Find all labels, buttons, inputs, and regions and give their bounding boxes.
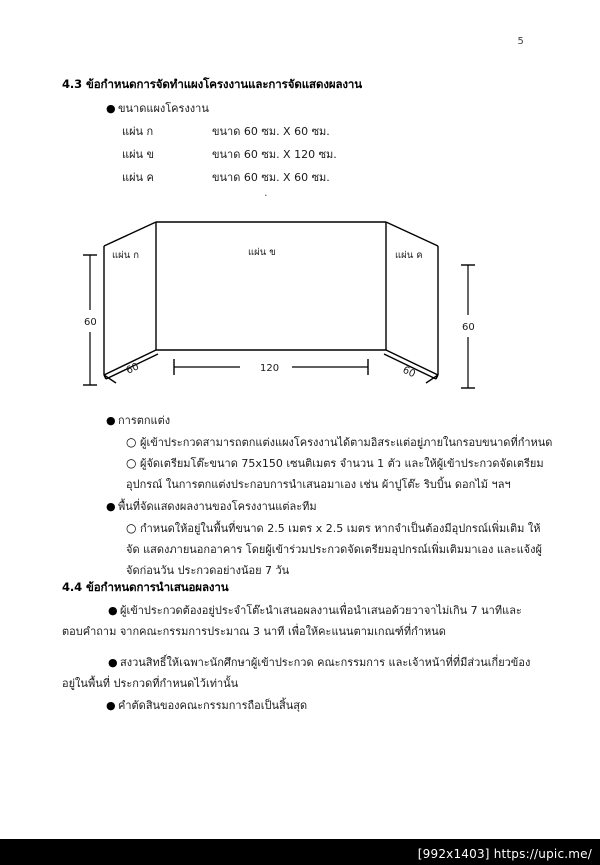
diagram-panel-label-left: แผ่น ก: [112, 250, 139, 261]
sheet-value-0: ขนาด 60 ซม. X 60 ซม.: [212, 125, 330, 138]
sheet-label-2: แผ่น ค: [122, 171, 154, 184]
filled-bullet-icon: ●: [106, 500, 116, 513]
hollow-bullet-icon: ○: [126, 456, 137, 470]
sheet-label-0: แผ่น ก: [122, 125, 154, 138]
sheet-value-1: ขนาด 60 ซม. X 120 ซม.: [212, 148, 337, 161]
diagram-panel-label-right: แผ่น ค: [395, 250, 423, 261]
decor-item-1: [126, 453, 546, 495]
presentation-item-1: [62, 652, 540, 694]
presentation-item-2-text: คำตัดสินของคณะกรรมการถือเป็นสิ้นสุด: [118, 699, 308, 712]
hollow-bullet-icon: ○: [126, 521, 137, 535]
sheet-value-2: ขนาด 60 ซม. X 60 ซม.: [212, 171, 330, 184]
presentation-item-0-text: ผู้เข้าประกวดต้องอยู่ประจำโต๊ะนำเสนอผลงานเพื่อนำเสนอด้วยวาจาไม่เกิน 7 นาทีและตอบคำถาม จากคณะกรรมการประมาณ 3 นาที เพื่อให้คะแนนตามเกณฑ์ที่กำหนด: [62, 604, 522, 638]
sheet-label-1: แผ่น ข: [122, 148, 155, 161]
section-heading-4-4: 4.4 ข้อกำหนดการนำเสนอผลงาน: [62, 580, 229, 594]
bullet-board-size: [106, 99, 209, 117]
dim-right-height: 60: [462, 322, 475, 333]
trifold-board-diagram: [70, 210, 500, 400]
dim-left-depth: 60: [124, 361, 141, 377]
filled-bullet-icon: ●: [108, 604, 118, 617]
bullet-decoration-label: การตกแต่ง: [118, 414, 171, 427]
dim-left-height: 60: [84, 317, 97, 328]
filled-bullet-icon: ●: [106, 699, 116, 712]
bullet-decoration: [106, 411, 170, 429]
area-item-0: [126, 518, 544, 581]
hollow-bullet-icon: ○: [126, 435, 137, 449]
filled-bullet-icon: ●: [106, 102, 116, 115]
filled-bullet-icon: ●: [106, 414, 116, 427]
diagram-panel-label-center: แผ่น ข: [248, 247, 276, 258]
footer-watermark-text: [992x1403] https://upic.me/: [417, 847, 592, 861]
filled-bullet-icon: ●: [108, 656, 118, 669]
presentation-item-2: [106, 695, 536, 716]
area-item-0-text: กำหนดให้อยู่ในพื้นที่ขนาด 2.5 เมตร x 2.5 เมตร หากจำเป็นต้องมีอุปกรณ์เพิ่มเติม ให้จัด แสดงภายนอกอาคาร โดยผู้เข้าร่วมประกวดจัดเตรียมอุปกรณ์เพิ่มเติมมาเอง และแจ้งผู้จัดก่อนวัน ประกวดอย่างน้อย 7 วัน: [126, 522, 542, 577]
decor-item-1-text: ผู้จัดเตรียมโต๊ะขนาด 75x150 เซนติเมตร จำนวน 1 ตัว และให้ผู้เข้าประกวดจัดเตรียมอุปกรณ์ ในการตกแต่งประกอบการนำเสนอมาเอง เช่น ผ้าปูโต๊ะ ริบบิ้น ดอกไม้ ฯลฯ: [126, 457, 544, 491]
decor-item-0-text: ผู้เข้าประกวดสามารถตกแต่งแผงโครงงานได้ตามอิสระแต่อยู่ภายในกรอบขนาดที่กำหนด: [140, 436, 553, 449]
bullet-board-size-label: ขนาดแผงโครงงาน: [118, 102, 209, 115]
decor-item-0: [126, 432, 556, 453]
stray-period-mark: .: [264, 186, 268, 199]
dim-center-width: 120: [260, 363, 280, 374]
presentation-item-1-text: สงวนสิทธิ์ให้เฉพาะนักศึกษาผู้เข้าประกวด คณะกรรมการ และเจ้าหน้าที่ที่มีส่วนเกี่ยวข้องอยู่ในพื้นที่ ประกวดที่กำหนดไว้เท่านั้น: [62, 656, 531, 690]
presentation-item-0: [62, 600, 540, 642]
dim-right-depth: 60: [400, 364, 417, 381]
bullet-display-area-label: พื้นที่จัดแสดงผลงานของโครงงานแต่ละทีม: [118, 500, 317, 513]
bullet-display-area: [106, 497, 317, 515]
section-heading-4-3: 4.3 ข้อกำหนดการจัดทำแผงโครงงานและการจัดแสดงผลงาน: [62, 77, 363, 91]
page-number: 5: [517, 36, 524, 47]
